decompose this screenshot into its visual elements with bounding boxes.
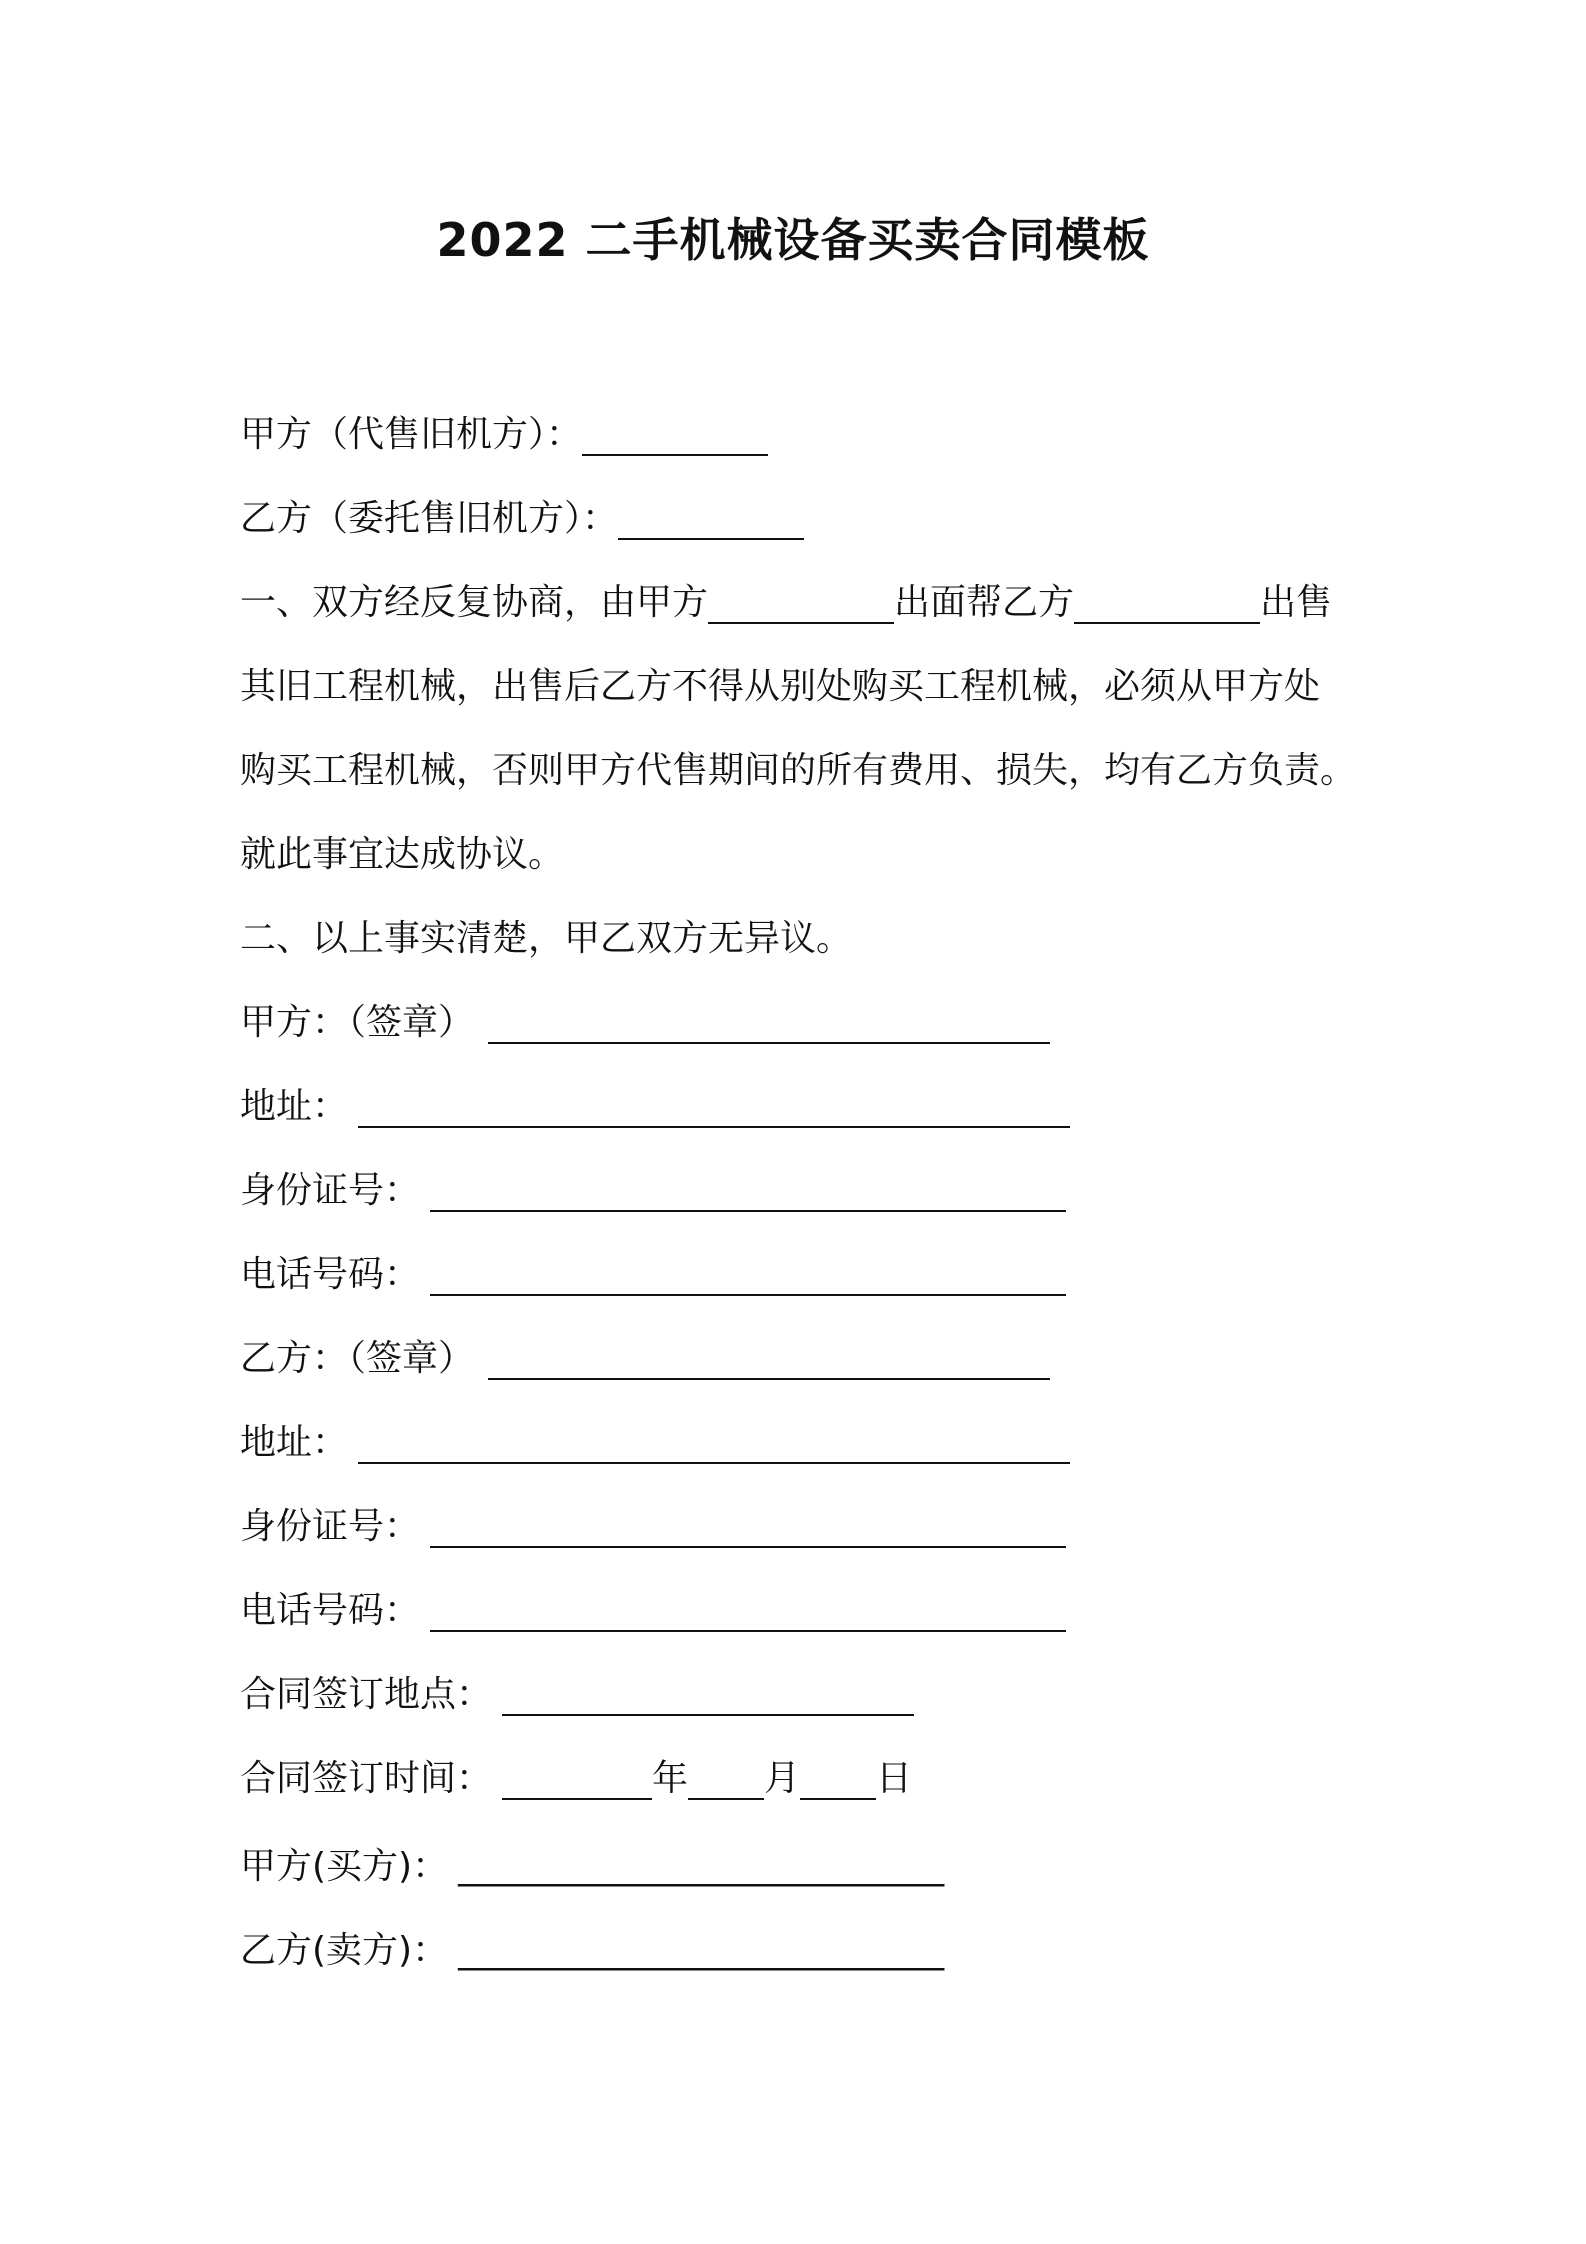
party-b-consignor-line bbox=[240, 494, 804, 544]
signing-month-label: 月 bbox=[764, 1758, 801, 1799]
party-a-seller-line bbox=[240, 410, 768, 460]
signing-time-label: 合同签订时间： bbox=[240, 1758, 493, 1799]
signing-place-line bbox=[240, 1670, 914, 1720]
party-b-address-label: 地址： bbox=[240, 1422, 349, 1463]
signing-year-label: 年 bbox=[652, 1758, 689, 1799]
party-a-sign-blank[interactable] bbox=[488, 1004, 1050, 1044]
party-a-seller-blank[interactable] bbox=[582, 416, 768, 456]
party-a-sign-line bbox=[240, 998, 1050, 1048]
party-a-seller-label: 甲方（代售旧机方）： bbox=[240, 414, 583, 455]
clause-1-part-3: 出售 bbox=[1260, 582, 1333, 623]
clause-1-blank-a[interactable] bbox=[708, 584, 894, 624]
seller-blank[interactable]: ___________________________ bbox=[458, 1930, 945, 1971]
seller-label: 乙方(卖方)： bbox=[240, 1930, 449, 1971]
signing-place-label: 合同签订地点： bbox=[240, 1674, 493, 1715]
party-b-id-label: 身份证号： bbox=[240, 1506, 421, 1547]
party-b-consignor-blank[interactable] bbox=[618, 500, 804, 540]
party-a-address-blank[interactable] bbox=[358, 1088, 1070, 1128]
party-b-consignor-label: 乙方（委托售旧机方）： bbox=[240, 498, 619, 539]
clause-2: 二、以上事实清楚，甲乙双方无异议。 bbox=[240, 918, 853, 959]
signing-time-line bbox=[240, 1754, 912, 1804]
party-a-phone-label: 电话号码： bbox=[240, 1254, 421, 1295]
party-b-phone-label: 电话号码： bbox=[240, 1590, 421, 1631]
party-b-sign-blank[interactable] bbox=[488, 1340, 1050, 1380]
signing-day-label: 日 bbox=[876, 1758, 913, 1799]
party-b-phone-line bbox=[240, 1586, 1066, 1636]
party-a-id-label: 身份证号： bbox=[240, 1170, 421, 1211]
party-b-phone-blank[interactable] bbox=[430, 1592, 1066, 1632]
signing-month-blank[interactable] bbox=[688, 1760, 764, 1800]
party-b-address-blank[interactable] bbox=[358, 1424, 1070, 1464]
clause-1-part-2: 出面帮乙方 bbox=[894, 582, 1075, 623]
party-b-address-line bbox=[240, 1418, 1070, 1468]
buyer-label: 甲方(买方)： bbox=[240, 1846, 449, 1887]
clause-1-line-1 bbox=[240, 578, 1332, 628]
buyer-line bbox=[240, 1842, 944, 1892]
clause-1-line-3: 购买工程机械，否则甲方代售期间的所有费用、损失，均有乙方负责。 bbox=[240, 750, 1357, 791]
party-a-id-blank[interactable] bbox=[430, 1172, 1066, 1212]
party-a-phone-blank[interactable] bbox=[430, 1256, 1066, 1296]
signing-place-blank[interactable] bbox=[502, 1676, 914, 1716]
buyer-blank[interactable]: ___________________________ bbox=[458, 1846, 945, 1887]
clause-1-part-1: 一、双方经反复协商，由甲方 bbox=[240, 582, 709, 623]
party-a-phone-line bbox=[240, 1250, 1066, 1300]
party-b-sign-label: 乙方：（签章） bbox=[240, 1338, 475, 1379]
signing-day-blank[interactable] bbox=[800, 1760, 876, 1800]
party-a-sign-label: 甲方：（签章） bbox=[240, 1002, 475, 1043]
document-title: 2022 二手机械设备买卖合同模板 bbox=[436, 213, 1150, 267]
party-a-address-label: 地址： bbox=[240, 1086, 349, 1127]
party-a-address-line bbox=[240, 1082, 1070, 1132]
seller-line bbox=[240, 1926, 944, 1976]
clause-1-blank-b[interactable] bbox=[1074, 584, 1260, 624]
clause-1-line-2: 其旧工程机械，出售后乙方不得从别处购买工程机械，必须从甲方处 bbox=[240, 666, 1321, 707]
signing-year-blank[interactable] bbox=[502, 1760, 652, 1800]
party-b-id-line bbox=[240, 1502, 1066, 1552]
party-b-sign-line bbox=[240, 1334, 1050, 1384]
clause-1-line-4: 就此事宜达成协议。 bbox=[240, 834, 565, 875]
party-a-id-line bbox=[240, 1166, 1066, 1216]
party-b-id-blank[interactable] bbox=[430, 1508, 1066, 1548]
